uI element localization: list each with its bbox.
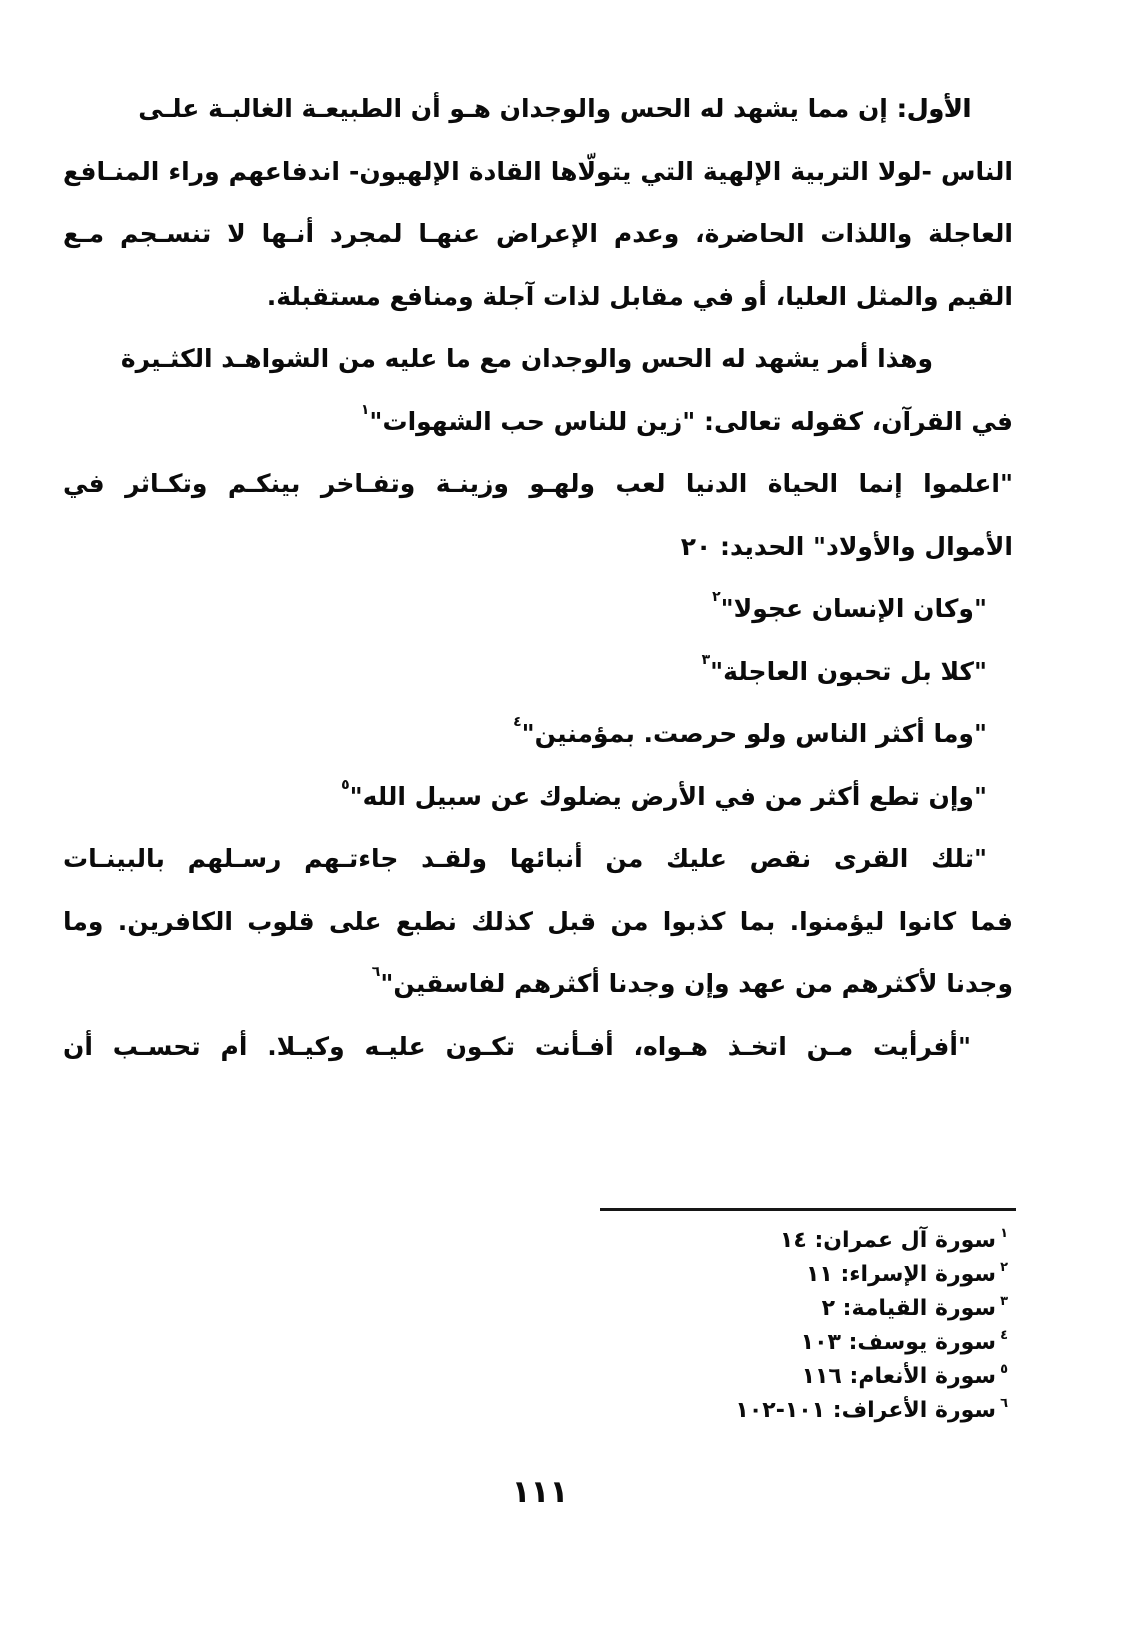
footnote-marker: ٣ (1000, 1294, 1008, 1309)
body-line (63, 78, 1013, 141)
line-text: القيم والمثل العليا، أو في مقابل لذات آجلة ومنافع مستقبلة. (266, 281, 1013, 311)
body-line (63, 141, 1013, 204)
footnote-ref: ١ (360, 401, 370, 418)
body-line (63, 953, 1013, 1016)
footnote-text: سورة يوسف: ١٠٣ (800, 1330, 997, 1355)
footnote-ref: ٥ (341, 776, 350, 793)
footnote-ref: ٣ (701, 651, 711, 668)
body-line (63, 453, 1013, 516)
line-text: "اعلموا إنما الحياة الدنيا لعب ولهـو وزينـة وتفـاخر بينكـم وتكـاثر في (63, 469, 1013, 498)
line-text: في القرآن، كقوله تعالى: "زين للناس حب الشهوات" (369, 406, 1013, 436)
footnote-marker: ٤ (1000, 1328, 1008, 1343)
line-text: إن مما يشهد له الحس والوجدان هـو أن الطبيعـة الغالبـة علـى (138, 94, 897, 123)
footnote-ref: ٢ (712, 589, 721, 605)
body-line (63, 891, 1013, 954)
footnote-text: سورة الإسراء: ١١ (805, 1262, 997, 1287)
footnote (63, 1258, 1008, 1292)
body-text-block (63, 78, 1013, 1078)
line-text: الناس -لولا التربية الإلهية التي يتولّاها القادة الإلهيون- اندفاعهم وراء المنـافع (63, 156, 1013, 186)
footnote (63, 1360, 1008, 1394)
body-line (63, 578, 1013, 641)
body-line (63, 266, 1013, 329)
footnotes-block (63, 1224, 1008, 1428)
footnote (63, 1326, 1008, 1360)
footnote-text: سورة الأنعام: ١١٦ (801, 1364, 997, 1389)
footnote-ref: ٦ (371, 964, 381, 980)
footnote (63, 1292, 1008, 1326)
body-line (63, 328, 1013, 391)
footnote (63, 1394, 1008, 1428)
body-line (63, 828, 1013, 891)
page-number: ١١١ (511, 1474, 569, 1510)
footnote-marker: ١ (1000, 1226, 1008, 1241)
body-line (63, 1016, 1013, 1079)
line-text: "وإن تطع أكثر من في الأرض يضلوك عن سبيل الله" (349, 781, 987, 811)
footnote-ref: ٤ (513, 714, 522, 730)
line-text: "وكان الإنسان عجولا" (720, 594, 987, 623)
footnote-marker: ٢ (1000, 1260, 1008, 1275)
footnote-marker: ٥ (1000, 1362, 1008, 1377)
line-text: وهذا أمر يشهد له الحس والوجدان مع ما عليه من الشواهـد الكثـيرة (120, 344, 933, 373)
paragraph-lead: الأول: (896, 94, 971, 123)
footnote-text: سورة آل عمران: ١٤ (779, 1228, 997, 1253)
footnote-text: سورة الأعراف: ١٠١-١٠٢ (735, 1398, 997, 1423)
line-text: "أفرأيت مـن اتخـذ هـواه، أفـأنت تكـون عليـه وكيـلا. أم تحسـب أن (63, 1031, 971, 1061)
body-line (63, 203, 1013, 266)
footnote-divider (600, 1208, 1016, 1211)
footnote (63, 1224, 1008, 1258)
line-text: الأموال والأولاد" الحديد: ٢٠ (680, 531, 1013, 561)
line-text: وجدنا لأكثرهم من عهد وإن وجدنا أكثرهم لفاسقين" (380, 969, 1013, 998)
body-line (63, 641, 1013, 704)
line-text: "وما أكثر الناس ولو حرصت. بمؤمنين" (521, 719, 987, 748)
body-line (63, 391, 1013, 454)
footnote-text: سورة القيامة: ٢ (821, 1296, 997, 1321)
line-text: "تلك القرى نقص عليك من أنبائها ولقـد جاءتـهم رسـلهم بالبينـات (63, 844, 987, 873)
line-text: فما كانوا ليؤمنوا. بما كذبوا من قبل كذلك نطبع على قلوب الكافرين. وما (63, 906, 1013, 936)
body-line (63, 703, 1013, 766)
body-line (63, 766, 1013, 829)
body-line (63, 516, 1013, 579)
line-text: العاجلة واللذات الحاضرة، وعدم الإعراض عنهـا لمجرد أنـها لا تنسـجم مـع (63, 219, 1013, 248)
line-text: "كلا بل تحبون العاجلة" (710, 656, 987, 686)
footnote-marker: ٦ (1000, 1396, 1008, 1411)
